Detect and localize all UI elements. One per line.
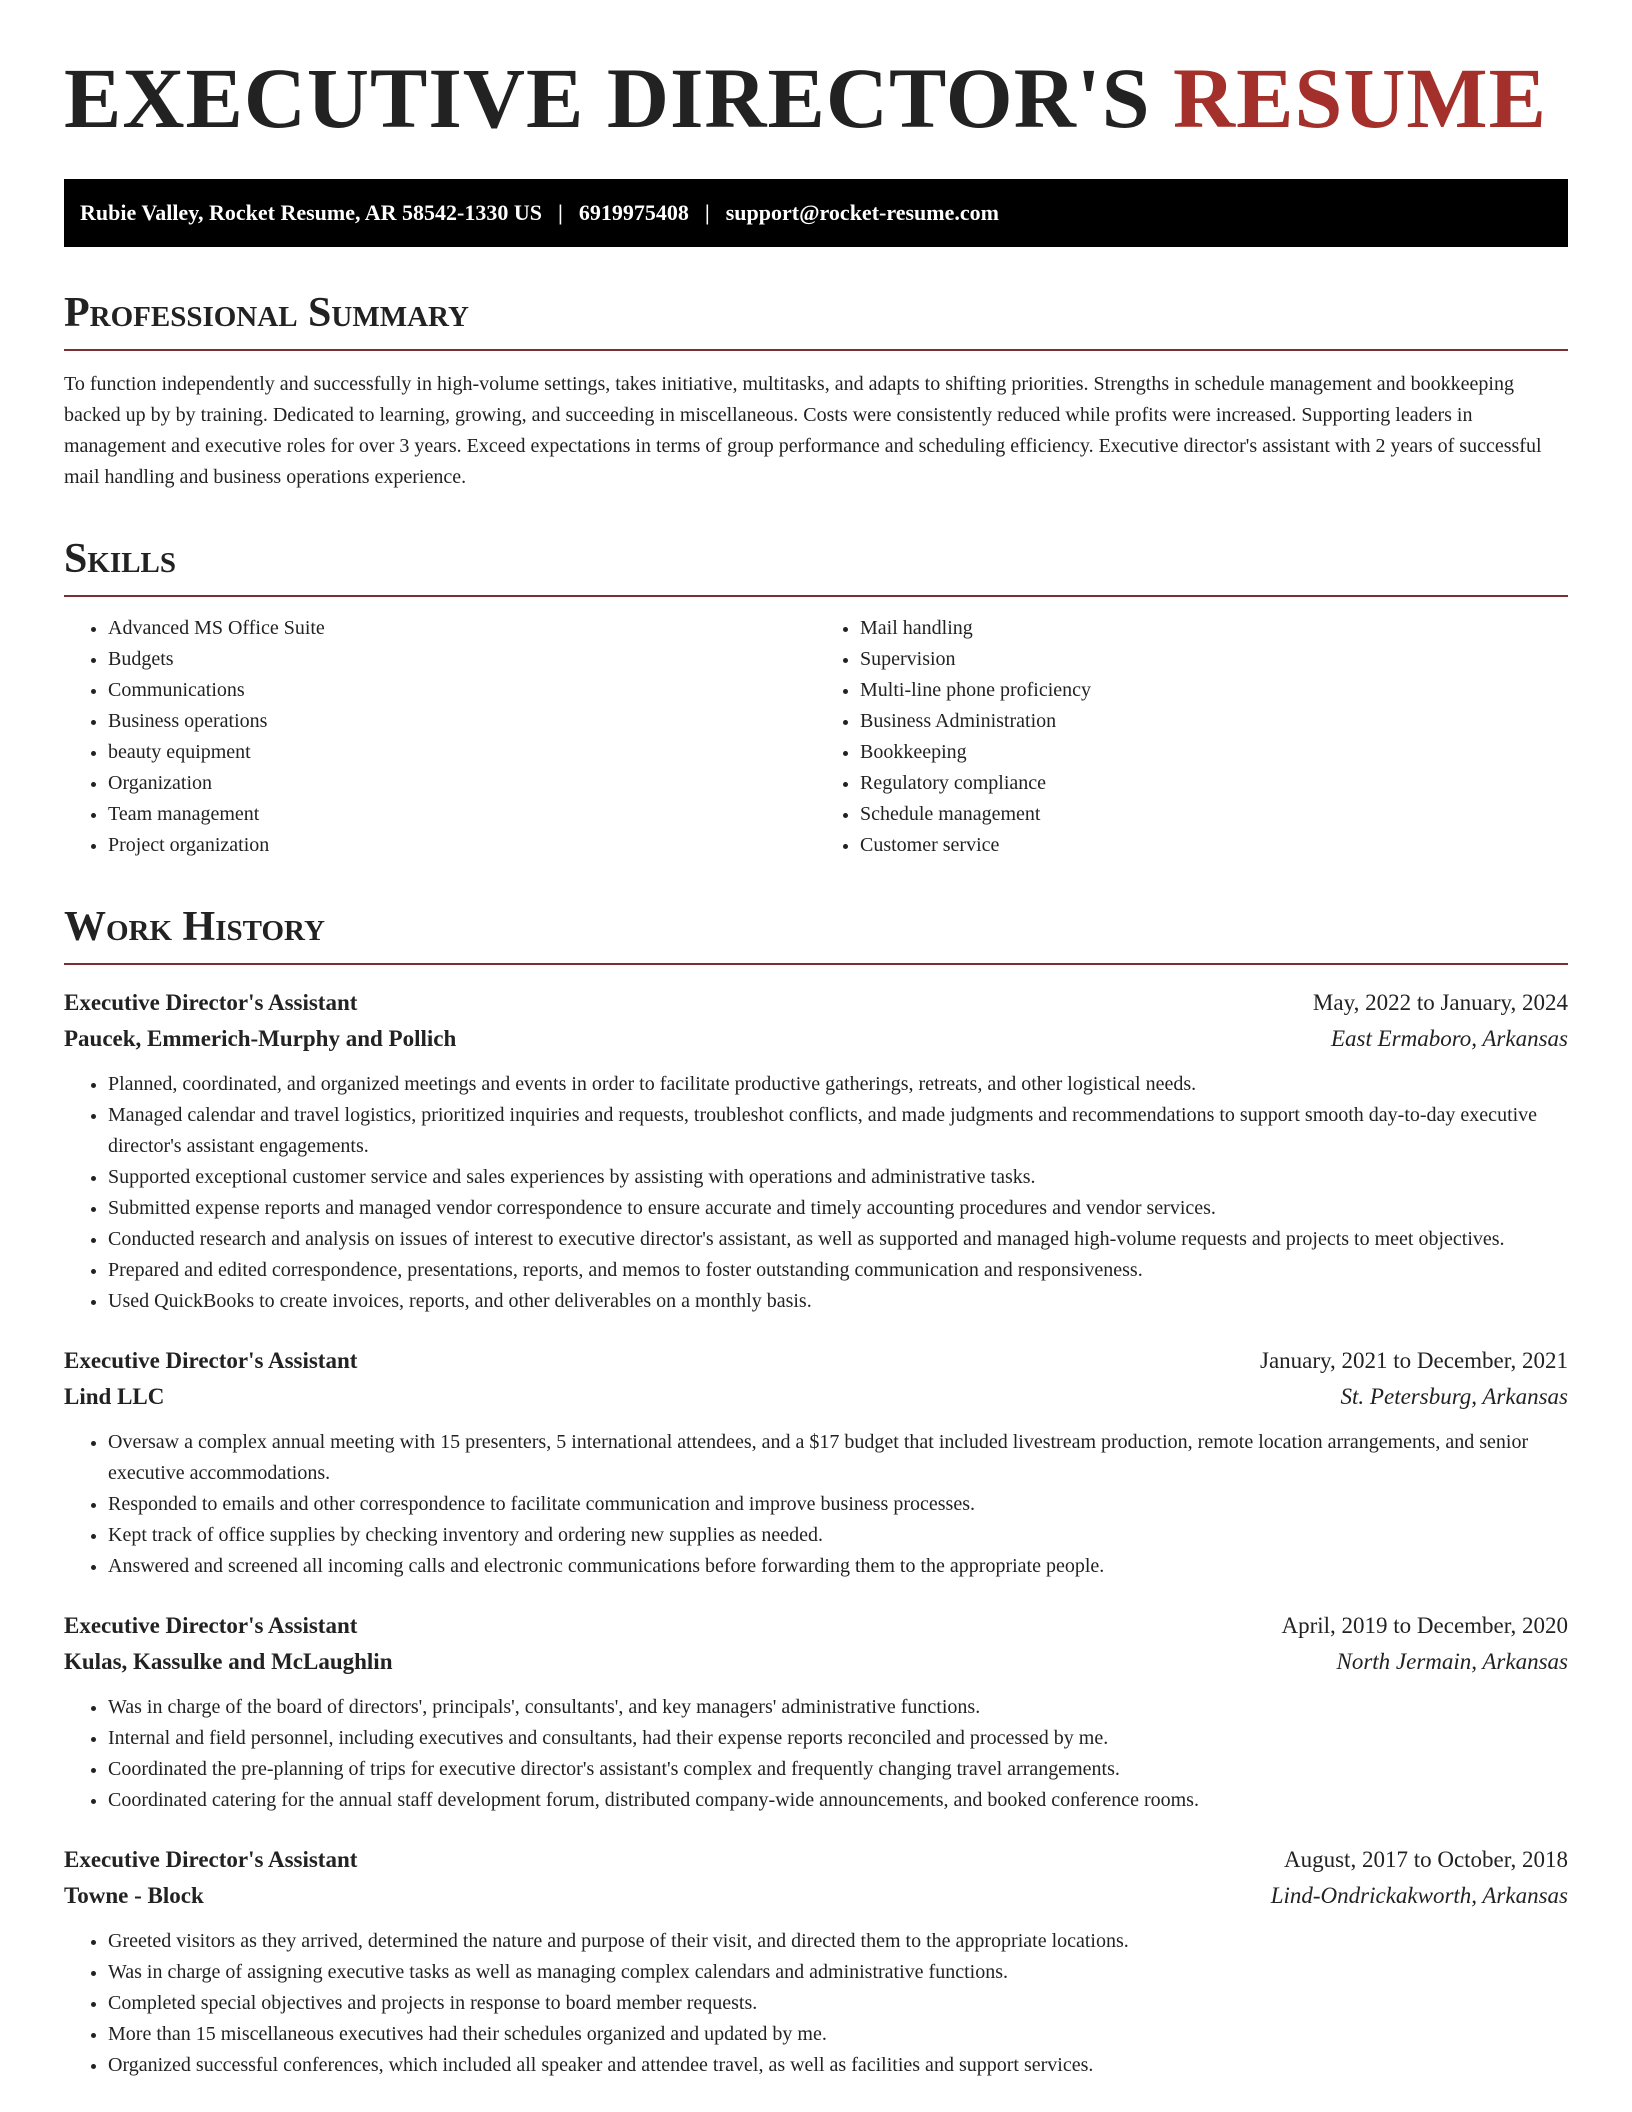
job-bullets	[64, 1427, 1568, 1582]
job-bullet: • Internal and field personnel, including executives and consultants, had their expense reports reconciled and processed by me.	[108, 1723, 1568, 1754]
job-bullet: • Organized successful conferences, which included all speaker and attendee travel, as well as facilities and support services.	[108, 2050, 1568, 2081]
skill-item: • Advanced MS Office Suite	[108, 613, 816, 644]
skills-heading: Skills	[64, 537, 1568, 597]
work-history-heading: Work History	[64, 905, 1568, 965]
job-bullets	[64, 1926, 1568, 2081]
contact-phone: 6919975408	[578, 200, 689, 225]
summary-text: To function independently and successfully in high-volume settings, takes initiative, multitasks, and adapts to shifting priorities. Strengths in schedule management and bookkeeping backed up by by training. Dedicated to learning, growing, and succeeding in miscellaneous. Costs were consistently reduced while profits were increased. Supporting leaders in management and executive roles for over 3 years. Exceed expectations in terms of group performance and scheduling efficiency. Executive director's assistant with 2 years of successful mail handling and business operations experience.	[64, 373, 1542, 489]
resume-title-accent: RESUME	[1173, 50, 1547, 146]
contact-email: support@rocket-resume.com	[725, 200, 999, 225]
job-subheader	[64, 1379, 1568, 1415]
job-bullet: • More than 15 miscellaneous executives had their schedules organized and updated by me.	[108, 2019, 1568, 2050]
job-company: Towne - Block	[64, 1883, 204, 1909]
job-bullet: • Submitted expense reports and managed vendor correspondence to ensure accurate and timely accounting procedures and vendor services.	[108, 1193, 1568, 1224]
resume-title	[64, 0, 1568, 146]
skills-column-right	[816, 613, 1568, 861]
job-location: East Ermaboro, Arkansas	[1330, 1026, 1568, 1052]
skill-item: • Business operations	[108, 706, 816, 737]
job-header	[64, 985, 1568, 1021]
skill-item: • Supervision	[860, 644, 1568, 675]
job-header	[64, 1608, 1568, 1644]
skill-item: • Budgets	[108, 644, 816, 675]
skill-item: • Bookkeeping	[860, 737, 1568, 768]
job-header	[64, 1343, 1568, 1379]
job-subheader	[64, 1021, 1568, 1057]
skill-item: • Multi-line phone proficiency	[860, 675, 1568, 706]
job-subheader	[64, 1644, 1568, 1680]
job-title: Executive Director's Assistant	[64, 1847, 358, 1873]
skills-column-left	[64, 613, 816, 861]
job-bullet: • Answered and screened all incoming calls and electronic communications before forwarding them to the appropriate people.	[108, 1551, 1568, 1582]
skill-item: • Project organization	[108, 830, 816, 861]
job-bullet: • Was in charge of assigning executive tasks as well as managing complex calendars and administrative functions.	[108, 1957, 1568, 1988]
skill-item: • beauty equipment	[108, 737, 816, 768]
skill-item: • Team management	[108, 799, 816, 830]
job-header	[64, 1842, 1568, 1878]
job-dates: August, 2017 to October, 2018	[1284, 1847, 1568, 1873]
skill-item: • Customer service	[860, 830, 1568, 861]
job-location: North Jermain, Arkansas	[1336, 1649, 1568, 1675]
job-dates: May, 2022 to January, 2024	[1312, 990, 1568, 1016]
skill-item: • Schedule management	[860, 799, 1568, 830]
job-bullet: • Greeted visitors as they arrived, determined the nature and purpose of their visit, and directed them to the appropriate locations.	[108, 1926, 1568, 1957]
job-bullet: • Oversaw a complex annual meeting with 15 presenters, 5 international attendees, and a $17 budget that included livestream production, remote location arrangements, and senior executive accommodations.	[108, 1427, 1568, 1489]
skill-item: • Regulatory compliance	[860, 768, 1568, 799]
skills-list	[64, 613, 1568, 861]
job-bullet: • Used QuickBooks to create invoices, reports, and other deliverables on a monthly basis.	[108, 1286, 1568, 1317]
job-location: St. Petersburg, Arkansas	[1340, 1384, 1568, 1410]
job-location: Lind-Ondrickakworth, Arkansas	[1270, 1883, 1568, 1909]
skill-item: • Organization	[108, 768, 816, 799]
job-entry	[64, 1842, 1568, 2081]
contact-bar	[64, 179, 1568, 247]
job-bullet: • Supported exceptional customer service and sales experiences by assisting with operations and administrative tasks.	[108, 1162, 1568, 1193]
job-title: Executive Director's Assistant	[64, 1613, 358, 1639]
job-entry	[64, 1608, 1568, 1816]
job-bullet: • Coordinated the pre-planning of trips for executive director's assistant's complex and frequently changing travel arrangements.	[108, 1754, 1568, 1785]
job-bullet: • Managed calendar and travel logistics, prioritized inquiries and requests, troubleshot conflicts, and made judgments and recommendations to support smooth day-to-day executive director's assistant engagements.	[108, 1100, 1568, 1162]
contact-address: Rubie Valley, Rocket Resume, AR 58542-1330 US	[80, 200, 543, 225]
contact-separator: |	[704, 200, 710, 225]
job-bullet: • Prepared and edited correspondence, presentations, reports, and memos to foster outstanding communication and responsiveness.	[108, 1255, 1568, 1286]
job-company: Paucek, Emmerich-Murphy and Pollich	[64, 1026, 457, 1052]
summary-heading: Professional Summary	[64, 291, 1568, 351]
skill-item: • Business Administration	[860, 706, 1568, 737]
job-bullet: • Completed special objectives and projects in response to board member requests.	[108, 1988, 1568, 2019]
job-bullet: • Responded to emails and other correspondence to facilitate communication and improve business processes.	[108, 1489, 1568, 1520]
job-bullets	[64, 1069, 1568, 1317]
job-entry	[64, 985, 1568, 1317]
job-bullets	[64, 1692, 1568, 1816]
job-bullet: • Planned, coordinated, and organized meetings and events in order to facilitate productive gatherings, retreats, and other logistical needs.	[108, 1069, 1568, 1100]
contact-separator: |	[558, 200, 563, 225]
job-company: Lind LLC	[64, 1384, 165, 1410]
job-bullet: • Coordinated catering for the annual staff development forum, distributed company-wide announcements, and booked conference rooms.	[108, 1785, 1568, 1816]
job-bullet: • Was in charge of the board of directors', principals', consultants', and key managers' administrative functions.	[108, 1692, 1568, 1723]
skill-item: • Mail handling	[860, 613, 1568, 644]
job-dates: April, 2019 to December, 2020	[1281, 1613, 1568, 1639]
resume-title-main: EXECUTIVE DIRECTOR'S	[64, 50, 1151, 146]
job-company: Kulas, Kassulke and McLaughlin	[64, 1649, 393, 1675]
job-dates: January, 2021 to December, 2021	[1260, 1348, 1568, 1374]
skill-item: • Communications	[108, 675, 816, 706]
job-bullet: • Kept track of office supplies by checking inventory and ordering new supplies as needed.	[108, 1520, 1568, 1551]
job-title: Executive Director's Assistant	[64, 990, 358, 1016]
job-subheader	[64, 1878, 1568, 1914]
job-entry	[64, 1343, 1568, 1582]
job-bullet: • Conducted research and analysis on issues of interest to executive director's assistant, as well as supported and managed high-volume requests and projects to meet objectives.	[108, 1224, 1568, 1255]
job-title: Executive Director's Assistant	[64, 1348, 358, 1374]
